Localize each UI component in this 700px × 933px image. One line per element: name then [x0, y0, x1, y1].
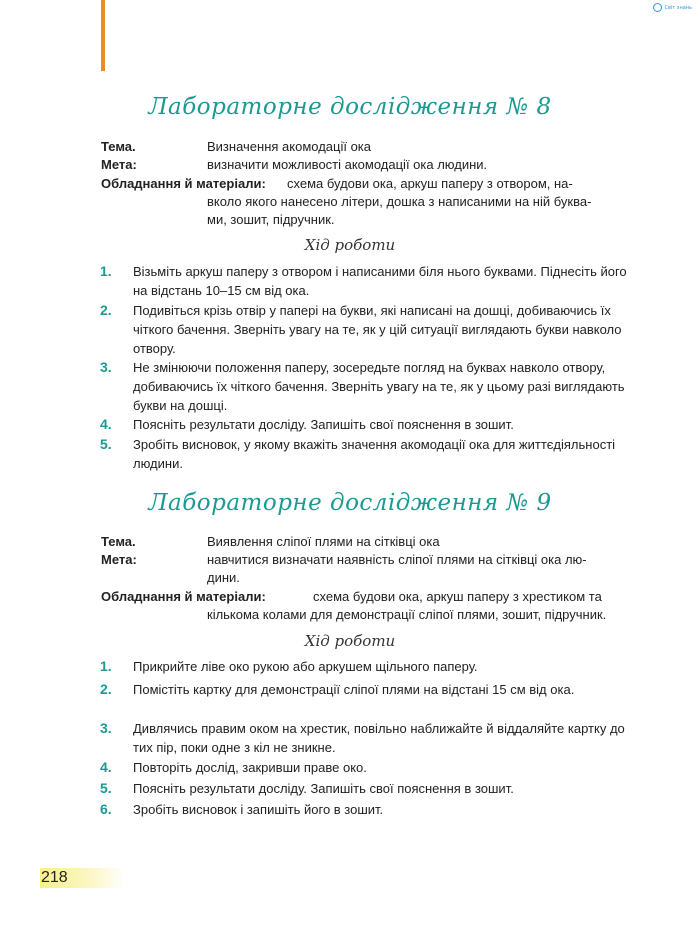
- lab8-goal-value: визначити можливості акомодації ока людини.: [207, 157, 488, 172]
- step-number: 4.: [100, 416, 112, 432]
- step-number: 4.: [100, 759, 112, 775]
- lab8-title: Лабораторне дослідження № 8: [148, 94, 552, 120]
- lab9-goal-line: навчитися визначати наявність сліпої плями на сітківці ока лю-: [207, 552, 587, 567]
- lab8-equipment-line: схема будови ока, аркуш паперу з отвором, на-: [287, 176, 573, 191]
- lab9-work-heading: Хід роботи: [304, 632, 396, 650]
- lab8-step: [100, 301, 640, 358]
- step-text: Зробіть висновок, у якому вкажіть значення акомодації ока для життєдіяльності людини.: [133, 437, 616, 471]
- step-text: Поясніть результати досліду. Запишіть свої пояснення в зошит.: [133, 417, 514, 432]
- lab9-step: [100, 719, 640, 757]
- page-number: 218: [41, 869, 68, 886]
- step-number: 6.: [100, 801, 112, 817]
- orange-margin-bar: [101, 0, 105, 71]
- lab8-step: [100, 262, 640, 300]
- logo-icon: [653, 3, 662, 12]
- step-text: Повторіть дослід, закривши праве око.: [133, 760, 367, 775]
- lab9-step: [100, 758, 640, 777]
- lab8-topic-label: Тема.: [101, 139, 136, 154]
- step-text: Прикрийте ліве око рукою або аркушем щільного паперу.: [133, 659, 478, 674]
- lab9-title: Лабораторне дослідження № 9: [148, 490, 552, 516]
- lab9-topic-label: Тема.: [101, 534, 136, 549]
- step-number: 3.: [100, 359, 112, 375]
- lab9-equipment-line: кількома колами для демонстрації сліпої плями, зошит, підручник.: [207, 607, 607, 622]
- lab8-step: [100, 358, 640, 415]
- lab9-topic-value: Виявлення сліпої плями на сітківці ока: [207, 534, 440, 549]
- step-text: Подивіться крізь отвір у папері на букви, які написані на дошці, добиваючись їх чіткого бачення. Зверніть увагу на те, як у цій ситуації виглядають букви навколо отвору.: [133, 303, 622, 356]
- lab8-step: [100, 435, 640, 473]
- step-text: Не змінюючи положення паперу, зосередьте погляд на буквах навколо отвору, добиваючись їх чіткого бачення. Зверніть увагу на те, як у цьому разі виглядають букви на дошці.: [133, 360, 625, 413]
- step-text: Помістіть картку для демонстрації сліпої плями на відстані 15 см від ока.: [133, 682, 575, 697]
- logo-text: Світ знань: [664, 4, 692, 11]
- lab8-equipment-label: Обладнання й матеріали:: [101, 176, 266, 191]
- lab9-step: [100, 800, 640, 819]
- lab9-equipment-line: схема будови ока, аркуш паперу з хрестиком та: [313, 589, 602, 604]
- lab9-goal-label: Мета:: [101, 552, 137, 567]
- step-number: 2.: [100, 302, 112, 318]
- step-number: 5.: [100, 436, 112, 452]
- lab8-work-heading: Хід роботи: [304, 236, 396, 254]
- step-number: 5.: [100, 780, 112, 796]
- publisher-logo: [653, 3, 692, 12]
- lab8-goal-label: Мета:: [101, 157, 137, 172]
- step-text: Дивлячись правим оком на хрестик, повільно наближайте й віддаляйте картку до тих пір, поки одне з кіл не зникне.: [133, 721, 625, 755]
- step-text: Зробіть висновок і запишіть його в зошит.: [133, 802, 384, 817]
- step-number: 1.: [100, 658, 112, 674]
- lab9-step: [100, 657, 640, 676]
- lab8-equipment-line: вколо якого нанесено літери, дошка з написаними на ній буква-: [207, 194, 592, 209]
- step-number: 3.: [100, 720, 112, 736]
- lab9-step: [100, 680, 640, 699]
- step-number: 2.: [100, 681, 112, 697]
- step-text: Поясніть результати досліду. Запишіть свої пояснення в зошит.: [133, 781, 514, 796]
- lab8-step: [100, 415, 640, 434]
- step-text: Візьміть аркуш паперу з отвором і написаними біля нього буквами. Піднесіть його на відстань 10–15 см від ока.: [133, 264, 627, 298]
- lab9-goal-line: дини.: [207, 570, 240, 585]
- step-number: 1.: [100, 263, 112, 279]
- lab8-equipment-line: ми, зошит, підручник.: [207, 212, 335, 227]
- lab8-topic-value: Визначення акомодації ока: [207, 139, 372, 154]
- lab9-equipment-label: Обладнання й матеріали:: [101, 589, 266, 604]
- lab9-step: [100, 779, 640, 798]
